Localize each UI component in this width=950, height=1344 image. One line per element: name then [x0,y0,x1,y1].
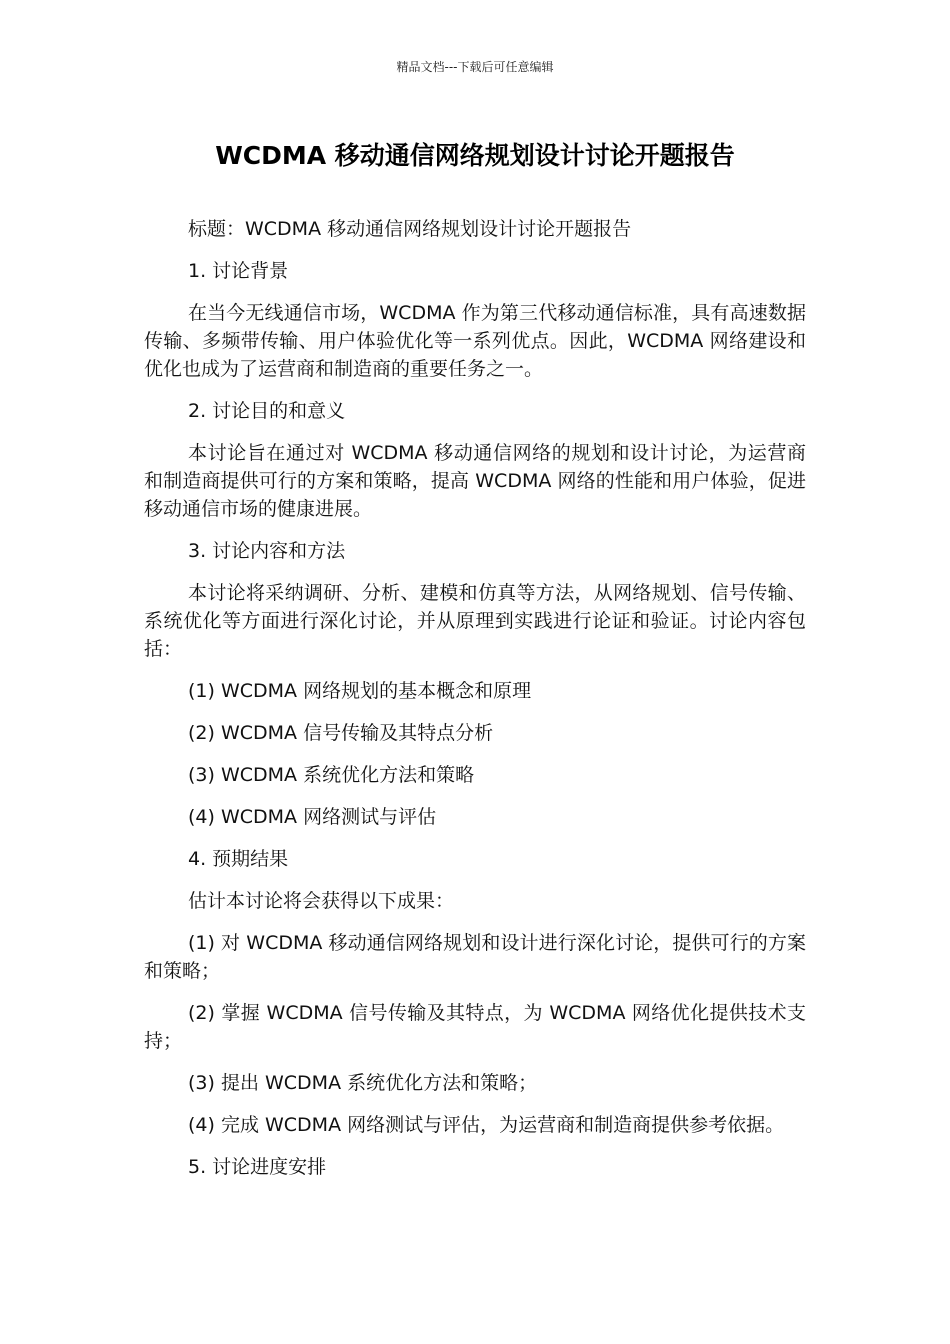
paragraph-expected-results-intro: 估计本讨论将会获得以下成果： [188,890,455,912]
list-item-content-1: (1) WCDMA 网络规划的基本概念和原理 [188,680,532,702]
list-item-result-1: (1) 对 WCDMA 移动通信网络规划和设计进行深化讨论，提供可行的方案和策略； [144,932,806,982]
list-item-result-3: (3) 提出 WCDMA 系统优化方法和策略； [188,1072,538,1094]
paragraph-purpose: 本讨论旨在通过对 WCDMA 移动通信网络的规划和设计讨论，为运营商和制造商提供可行的方案和策略，提高 WCDMA 网络的性能和用户体验，促进移动通信市场的健康进展。 [144,442,806,520]
list-item-result-4: (4) 完成 WCDMA 网络测试与评估，为运营商和制造商提供参考依据。 [188,1114,785,1136]
header-note: 精品文档---下载后可任意编辑 [396,60,554,74]
paragraph-background: 在当今无线通信市场，WCDMA 作为第三代移动通信标准，具有高速数据传输、多频带传输、用户体验优化等一系列优点。因此，WCDMA 网络建设和优化也成为了运营商和制造商的重要任务之一。 [144,302,806,380]
section-heading-schedule: 5. 讨论进度安排 [188,1156,327,1178]
document-body [144,215,806,1195]
section-heading-background: 1. 讨论背景 [188,260,289,282]
document-title: WCDMA 移动通信网络规划设计讨论开题报告 [215,141,735,170]
section-heading-content-methods: 3. 讨论内容和方法 [188,540,346,562]
list-item-content-2: (2) WCDMA 信号传输及其特点分析 [188,722,494,744]
paragraph-content-methods: 本讨论将采纳调研、分析、建模和仿真等方法，从网络规划、信号传输、系统优化等方面进行深化讨论，并从原理到实践进行论证和验证。讨论内容包括： [144,582,806,660]
list-item-content-4: (4) WCDMA 网络测试与评估 [188,806,437,828]
list-item-result-2: (2) 掌握 WCDMA 信号传输及其特点，为 WCDMA 网络优化提供技术支持； [144,1002,806,1052]
section-heading-purpose: 2. 讨论目的和意义 [188,400,346,422]
list-item-content-3: (3) WCDMA 系统优化方法和策略 [188,764,475,786]
section-heading-expected-results: 4. 预期结果 [188,848,289,870]
paragraph-subject-line: 标题：WCDMA 移动通信网络规划设计讨论开题报告 [188,218,632,240]
